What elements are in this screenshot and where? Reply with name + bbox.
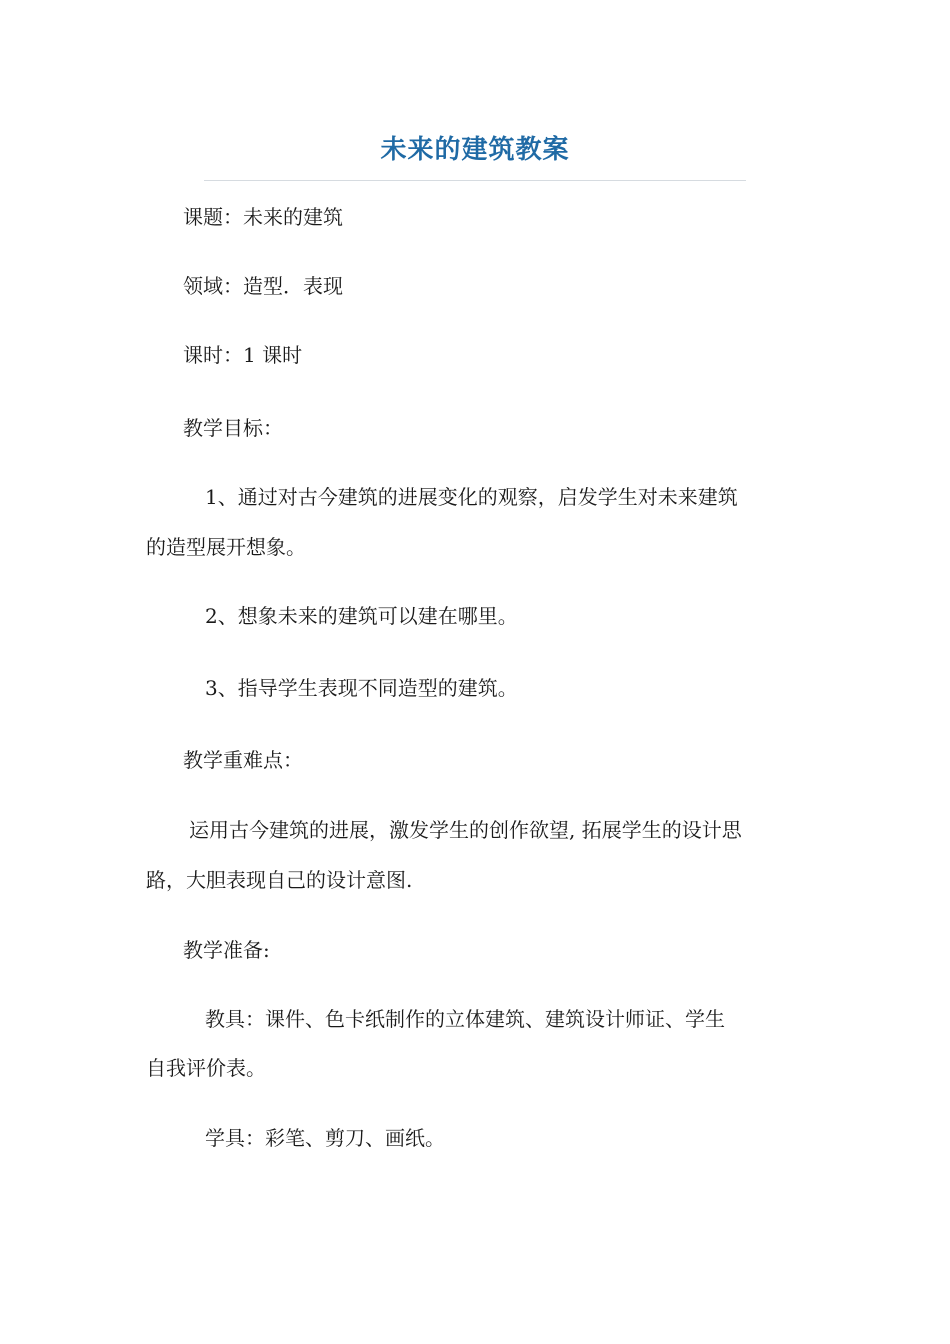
title-divider bbox=[204, 180, 746, 181]
domain-line: 领域：造型．表现 bbox=[183, 274, 343, 298]
page-title: 未来的建筑教案 bbox=[380, 135, 570, 165]
teacher-tools-line-1: 教具：课件、色卡纸制作的立体建筑、建筑设计师证、学生 bbox=[205, 1007, 725, 1031]
prep-heading: 教学准备: bbox=[183, 938, 270, 962]
goal-1-line-2: 的造型展开想象。 bbox=[146, 535, 306, 559]
student-tools-line: 学具：彩笔、剪刀、画纸。 bbox=[205, 1126, 445, 1150]
keypoints-line-1: 运用古今建筑的进展，激发学生的创作欲望, 拓展学生的设计思 bbox=[189, 818, 742, 842]
hours-line: 课时：1 课时 bbox=[183, 343, 303, 367]
keypoints-heading: 教学重难点： bbox=[183, 748, 303, 772]
subject-line: 课题：未来的建筑 bbox=[183, 205, 343, 229]
goals-heading: 教学目标： bbox=[183, 416, 283, 440]
keypoints-line-2: 路，大胆表现自己的设计意图. bbox=[146, 868, 413, 892]
goal-3-line: 3、指导学生表现不同造型的建筑。 bbox=[205, 676, 518, 700]
goal-1-line-1: 1、通过对古今建筑的进展变化的观察，启发学生对未来建筑 bbox=[205, 485, 738, 509]
teacher-tools-line-2: 自我评价表。 bbox=[146, 1056, 266, 1080]
goal-2-line: 2、想象未来的建筑可以建在哪里。 bbox=[205, 604, 518, 628]
